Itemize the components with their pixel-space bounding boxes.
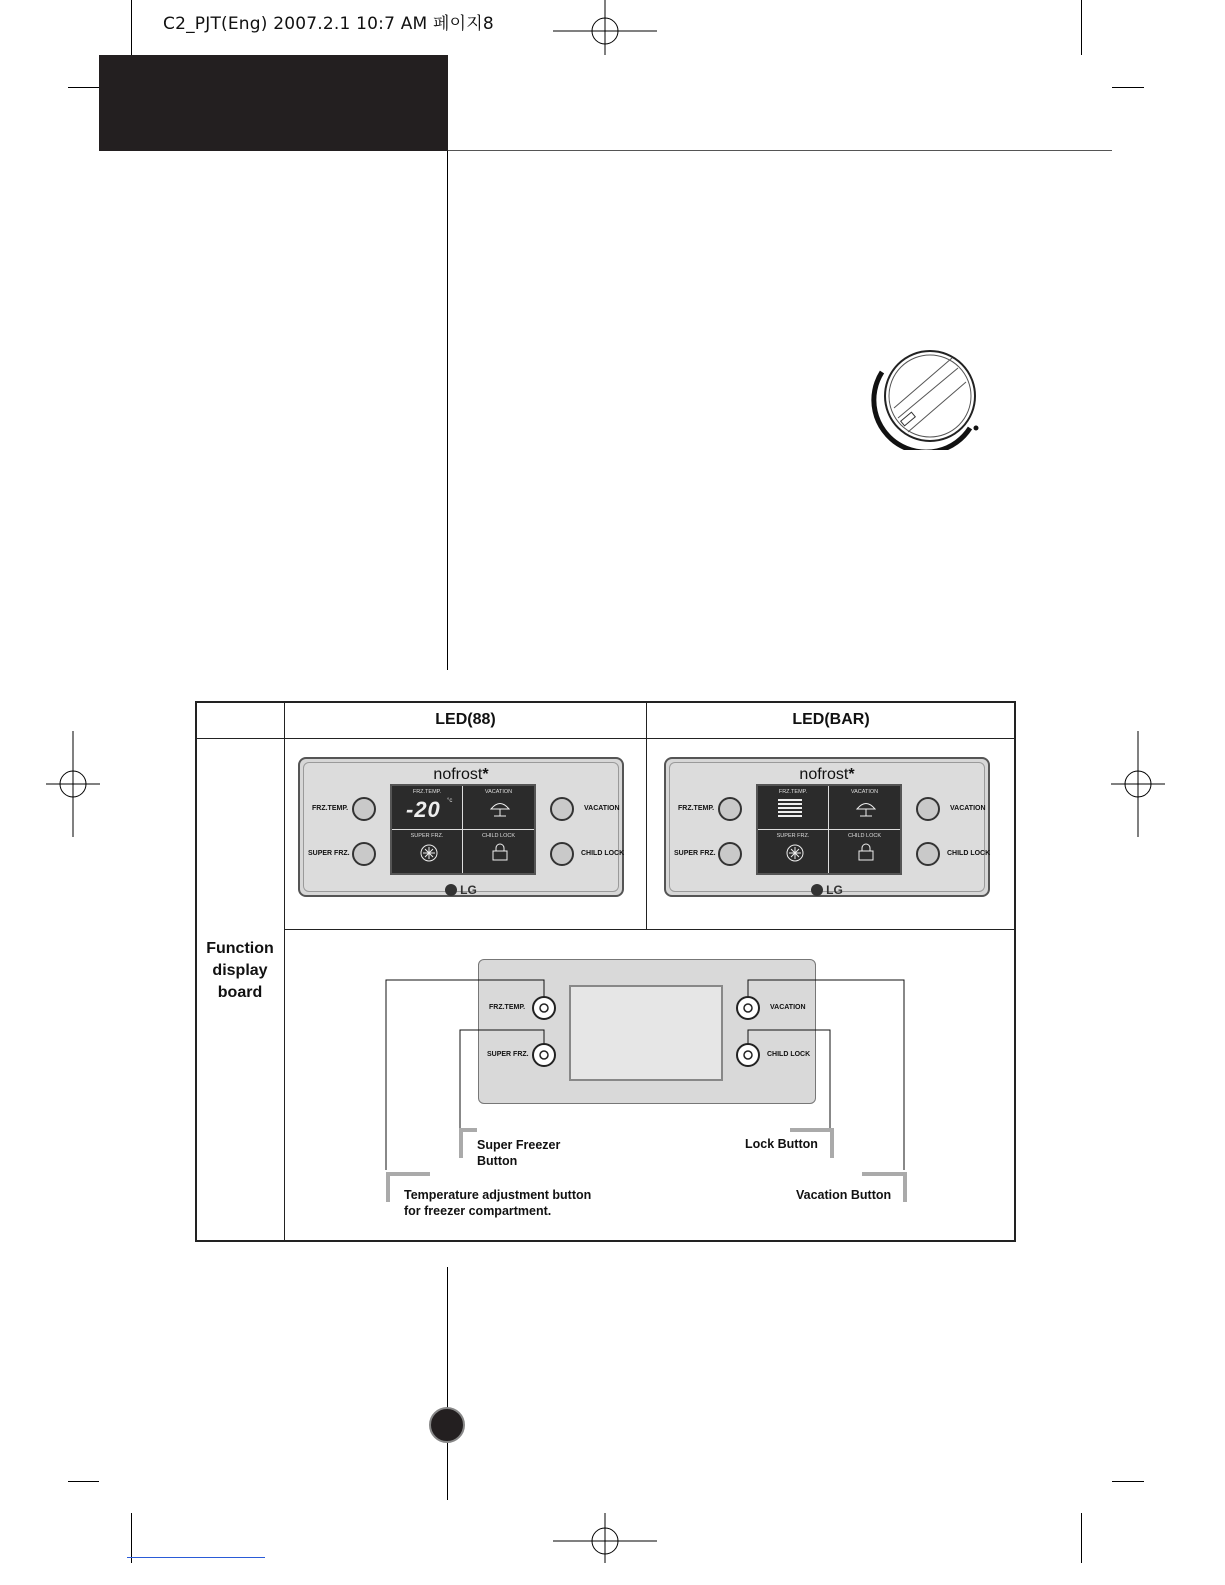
callout-line: Temperature adjustment button (404, 1188, 592, 1202)
callout-bracket (386, 1172, 390, 1202)
column-divider-bottom (447, 1267, 448, 1500)
cell-title: FRZ.TEMP. (778, 789, 808, 795)
umbrella-icon (855, 800, 877, 818)
frz-temp-label: FRZ.TEMP. (678, 805, 715, 812)
print-info-header: C2_PJT(Eng) 2007.2.1 10:7 AM 페이지8 (163, 14, 494, 34)
lock-icon (857, 842, 875, 862)
child-lock-label: CHILD LOCK (581, 850, 625, 857)
temp-unit: °c (447, 798, 453, 804)
temperature-bar-indicator (778, 799, 812, 819)
brand-name: nofrost (799, 766, 849, 783)
super-frz-button[interactable] (352, 842, 376, 866)
child-lock-button[interactable] (550, 842, 574, 866)
vacation-label: VACATION (950, 805, 986, 812)
display-screen (390, 784, 536, 875)
brand-logo (304, 766, 618, 784)
callout-lock-button: Lock Button (745, 1137, 818, 1151)
cell-title: FRZ.TEMP. (412, 789, 442, 795)
panel-face (669, 762, 991, 897)
row-label-line: board (217, 984, 263, 1001)
child-lock-cell (829, 830, 900, 874)
dial-knob-illustration (868, 350, 983, 450)
callout-bracket (459, 1128, 477, 1132)
vacation-cell (463, 786, 534, 830)
diagram-frz-temp-label: FRZ.TEMP. (489, 1004, 526, 1011)
brand-star: * (482, 766, 489, 783)
brand-logo (670, 766, 984, 784)
callout-bracket (830, 1128, 834, 1158)
lg-logo (304, 883, 618, 897)
umbrella-icon (489, 800, 511, 818)
frz-temp-cell (392, 786, 463, 830)
super-frz-label: SUPER FRZ. (674, 850, 716, 857)
frz-temp-label: FRZ.TEMP. (312, 805, 349, 812)
ledbar-display-panel (664, 757, 990, 897)
lock-icon (491, 842, 509, 862)
cell-title: VACATION (484, 789, 513, 795)
callout-bracket (862, 1172, 907, 1176)
column-header-led88: LED(88) (435, 711, 496, 728)
callout-lines (380, 970, 920, 1210)
cell-title: CHILD LOCK (481, 832, 515, 839)
callout-bracket (790, 1128, 834, 1132)
diagram-super-frz-label: SUPER FRZ. (487, 1051, 529, 1058)
table-rule (284, 701, 285, 1242)
child-lock-cell (463, 830, 534, 874)
frz-temp-cell (758, 786, 829, 830)
child-lock-button[interactable] (916, 842, 940, 866)
callout-bracket (903, 1172, 907, 1202)
frz-temp-button[interactable] (718, 797, 742, 821)
cell-title: CHILD LOCK (847, 832, 881, 839)
header-rule (448, 150, 1112, 151)
column-header-ledbar: LED(BAR) (792, 711, 870, 728)
frz-temp-button[interactable] (352, 797, 376, 821)
diagram-child-lock-label: CHILD LOCK (767, 1051, 811, 1058)
vacation-button[interactable] (916, 797, 940, 821)
temp-readout: -20 (406, 797, 441, 822)
lg-logo-icon (445, 884, 457, 896)
lg-logo-text: LG (460, 883, 477, 897)
callout-line: for freezer compartment. (404, 1204, 552, 1218)
lg-logo-icon (811, 884, 823, 896)
child-lock-label: CHILD LOCK (947, 850, 991, 857)
callout-line: Super Freezer (477, 1138, 561, 1152)
callout-vacation-button: Vacation Button (796, 1188, 892, 1202)
super-frz-button[interactable] (718, 842, 742, 866)
callout-bracket (386, 1172, 430, 1176)
brand-star: * (848, 766, 855, 783)
vacation-cell (829, 786, 900, 830)
cell-title: SUPER FRZ. (776, 832, 810, 839)
lg-logo-text: LG (826, 883, 843, 897)
super-frz-label: SUPER FRZ. (308, 850, 350, 857)
cell-title: VACATION (850, 789, 879, 795)
row-label-line: Function (206, 940, 274, 957)
diagram-vacation-label: VACATION (770, 1004, 806, 1011)
cell-title: SUPER FRZ. (410, 832, 444, 839)
display-screen (756, 784, 902, 875)
callout-line: Button (477, 1154, 518, 1168)
table-rule (284, 929, 1016, 930)
panel-face (303, 762, 625, 897)
callout-temperature-button (404, 1187, 591, 1219)
row-label-line: display (212, 962, 268, 979)
lg-logo (670, 883, 984, 897)
callout-bracket (459, 1128, 463, 1158)
super-frz-cell (392, 830, 463, 874)
brand-name: nofrost (433, 766, 483, 783)
led88-display-panel (298, 757, 624, 897)
section-header-block (99, 55, 448, 151)
callout-super-freezer-button (477, 1137, 560, 1169)
column-divider (447, 151, 448, 670)
vacation-label: VACATION (584, 805, 620, 812)
super-frz-cell (758, 830, 829, 874)
vacation-button[interactable] (550, 797, 574, 821)
snowflake-icon (419, 843, 439, 863)
link-underline (127, 1557, 265, 1558)
row-label-function-display-board (197, 938, 283, 1004)
page-number-badge (429, 1407, 465, 1443)
snowflake-icon (785, 843, 805, 863)
